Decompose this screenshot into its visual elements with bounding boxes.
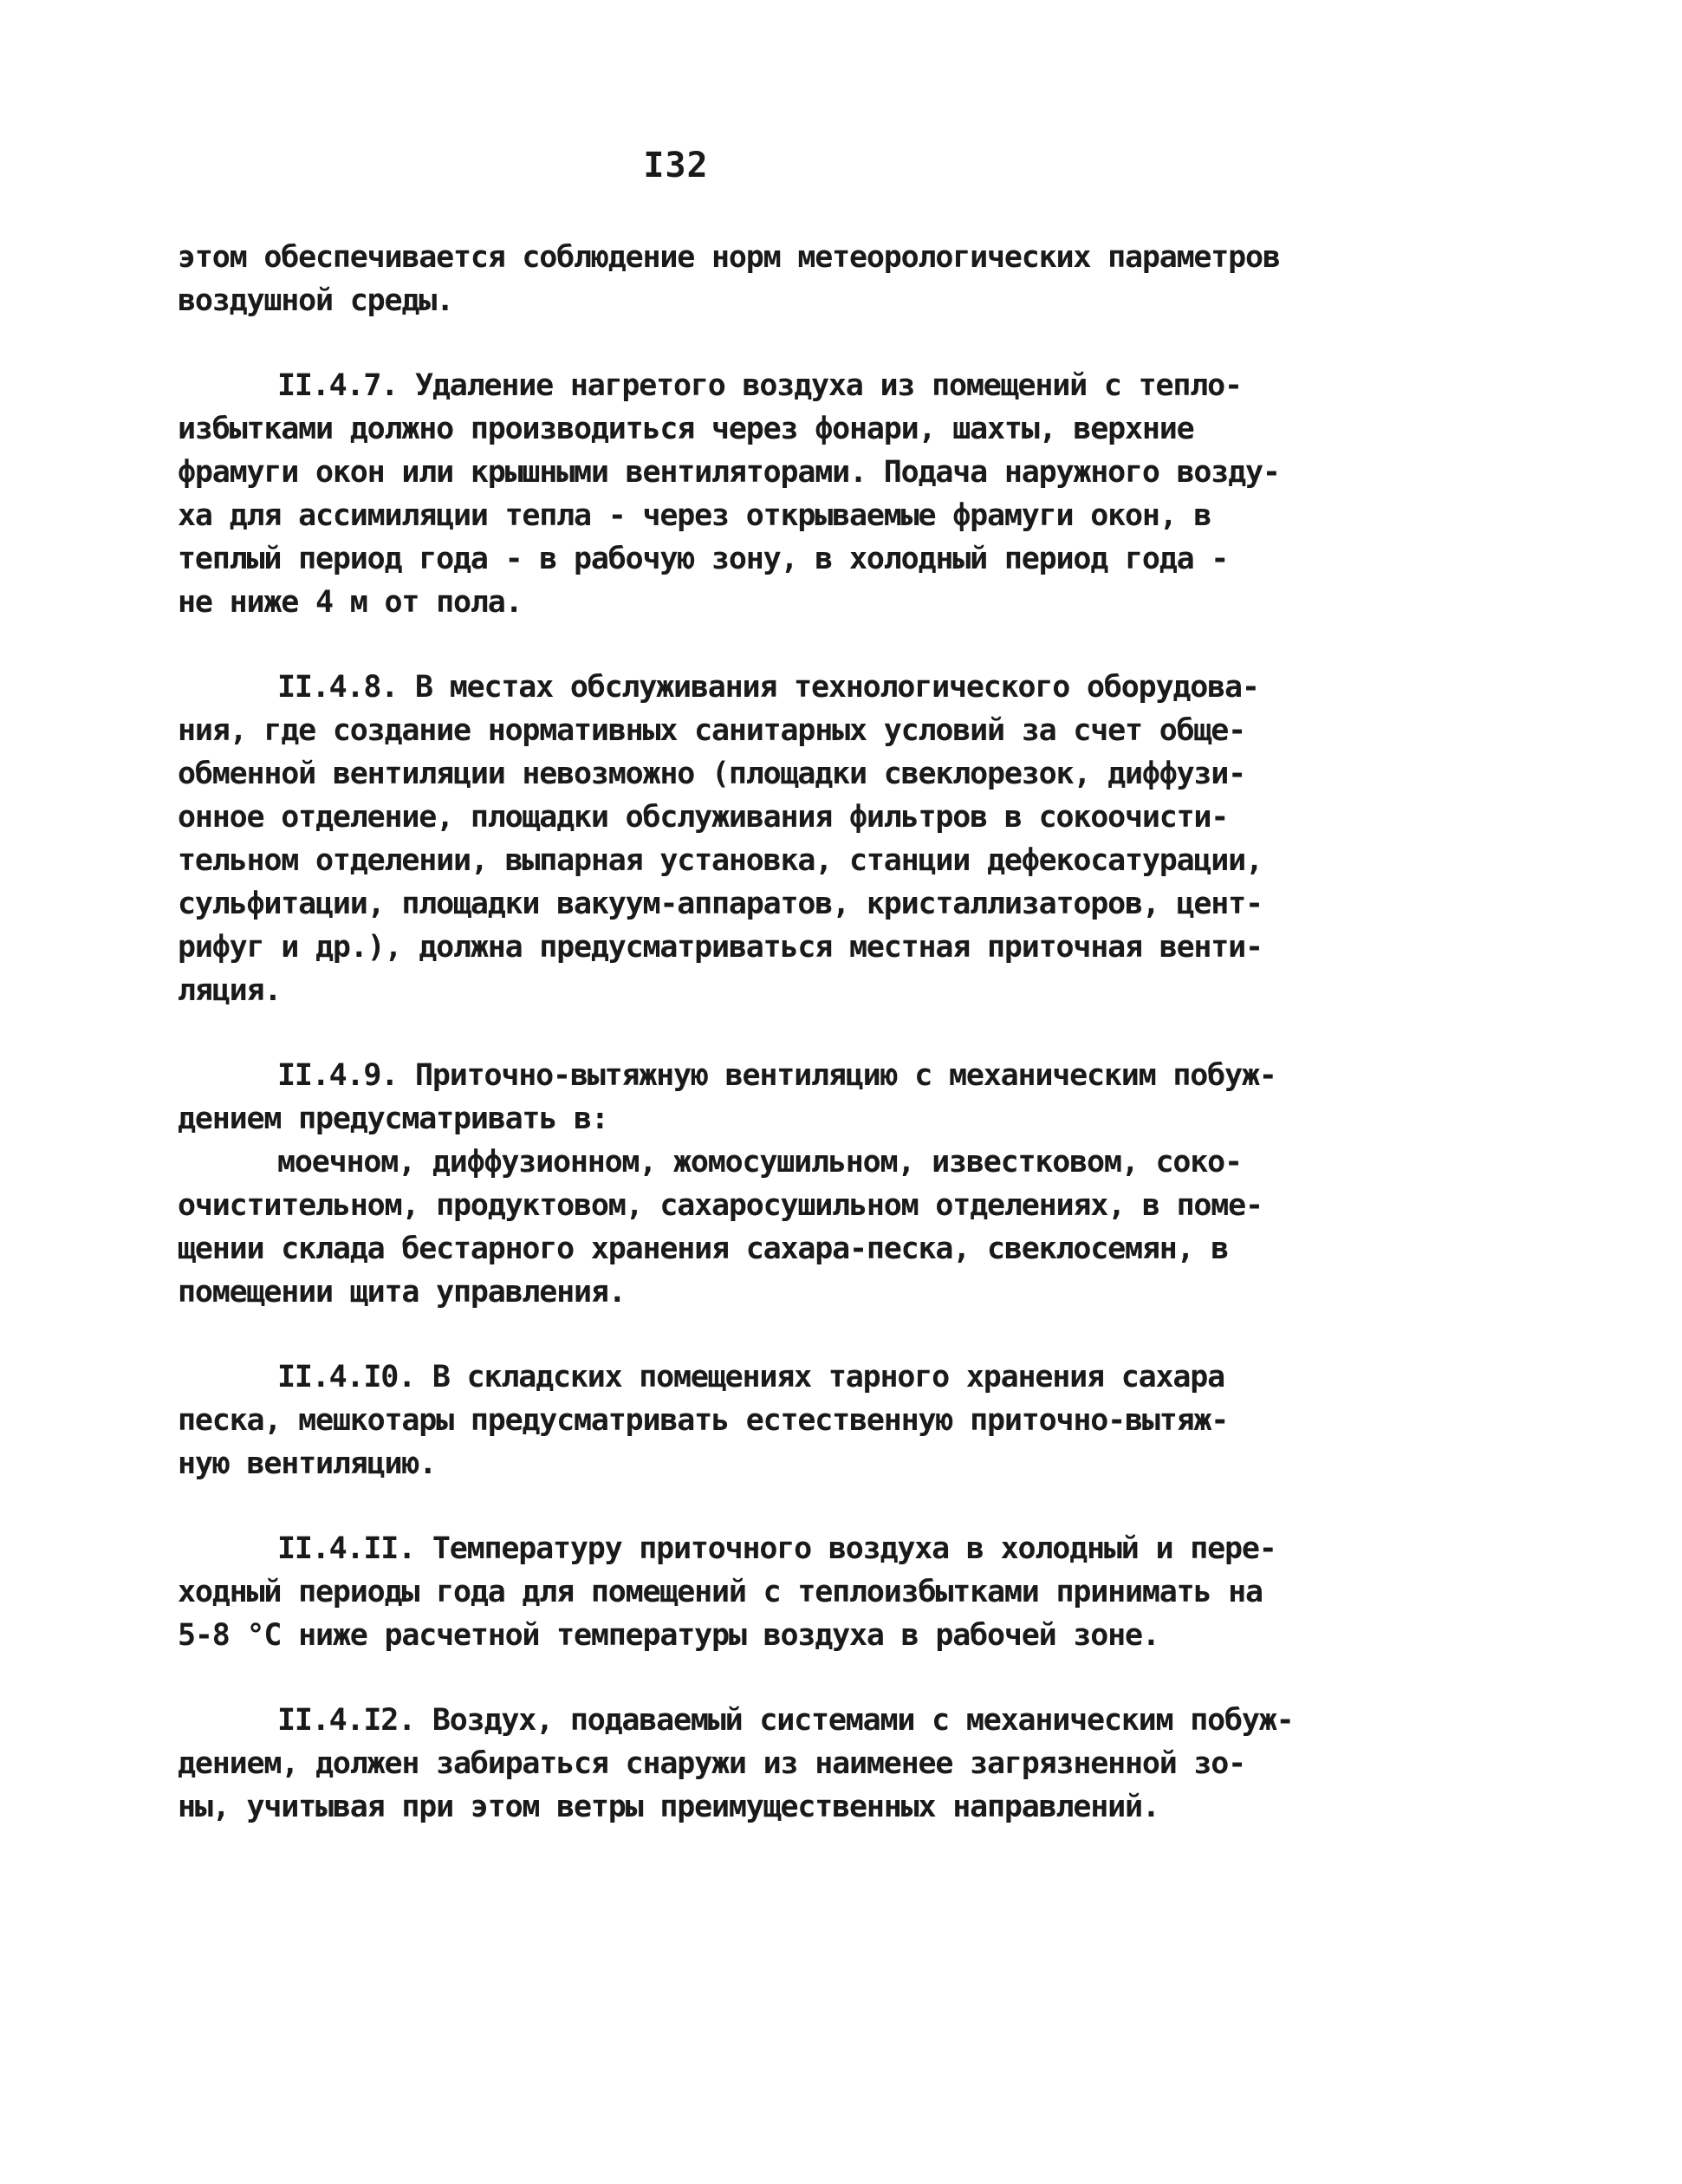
paragraph-11-4-12 bbox=[178, 1699, 1304, 1829]
paragraph-11-4-7 bbox=[178, 364, 1304, 624]
text-line: ходный периоды года для помещений с теплоизбытками принимать на bbox=[178, 1575, 1263, 1609]
paragraph-heading-line: II.4.II. Температуру приточного воздуха в холодный и пере- bbox=[277, 1531, 1276, 1566]
text-line: теплый период года - в рабочую зону, в холодный период года - bbox=[178, 542, 1229, 576]
text-line: моечном, диффузионном, жомосушильном, известковом, соко- bbox=[277, 1145, 1242, 1180]
paragraph-11-4-11 bbox=[178, 1527, 1304, 1657]
text-line: дением предусматривать в: bbox=[178, 1102, 608, 1136]
text-line: воздушной среды. bbox=[178, 283, 453, 318]
paragraph-11-4-9 bbox=[178, 1054, 1304, 1314]
text-line: ную вентиляцию. bbox=[178, 1446, 437, 1481]
text-line: обменной вентиляции невозможно (площадки свеклорезок, диффузи- bbox=[178, 757, 1246, 791]
page-number: I32 bbox=[643, 146, 709, 185]
intro-paragraph bbox=[178, 236, 1304, 322]
text-line: сульфитации, площадки вакуум-аппаратов, кристаллизаторов, цент- bbox=[178, 887, 1263, 921]
text-line: не ниже 4 м от пола. bbox=[178, 585, 523, 620]
text-line: этом обеспечивается соблюдение норм метеорологических параметров bbox=[178, 240, 1280, 275]
text-line: тельном отделении, выпарная установка, станции дефекосатурации, bbox=[178, 843, 1263, 878]
text-line: рифуг и др.), должна предусматриваться местная приточная венти- bbox=[178, 930, 1263, 965]
text-line: избытками должно производиться через фонари, шахты, верхние bbox=[178, 412, 1194, 446]
text-line: очистительном, продуктовом, сахаросушильном отделениях, в поме- bbox=[178, 1188, 1263, 1223]
text-line: ны, учитывая при этом ветры преимущественных направлений. bbox=[178, 1790, 1159, 1824]
paragraph-11-4-10 bbox=[178, 1355, 1304, 1485]
text-line: ха для ассимиляции тепла - через открываемые фрамуги окон, в bbox=[178, 498, 1211, 533]
document-body bbox=[178, 236, 1304, 1829]
paragraph-heading-line: II.4.7. Удаление нагретого воздуха из помещений с тепло- bbox=[277, 368, 1242, 403]
paragraph-heading-line: II.4.9. Приточно-вытяжную вентиляцию с механическим побуж- bbox=[277, 1058, 1276, 1093]
text-line: онное отделение, площадки обслуживания фильтров в сокоочисти- bbox=[178, 800, 1229, 835]
paragraph-11-4-8 bbox=[178, 666, 1304, 1012]
paragraph-heading-line: II.4.8. В местах обслуживания технологического оборудова- bbox=[277, 670, 1259, 705]
text-line: помещении щита управления. bbox=[178, 1275, 626, 1310]
text-line: дением, должен забираться снаружи из наименее загрязненной зо- bbox=[178, 1746, 1246, 1781]
paragraph-heading-line: II.4.I2. Воздух, подаваемый системами с механическим побуж- bbox=[277, 1703, 1294, 1738]
text-line: фрамуги окон или крышными вентиляторами. Подача наружного возду- bbox=[178, 455, 1280, 490]
text-line: щении склада бестарного хранения сахара-песка, свеклосемян, в bbox=[178, 1232, 1229, 1266]
text-line: песка, мешкотары предусматривать естественную приточно-вытяж- bbox=[178, 1403, 1229, 1438]
paragraph-heading-line: II.4.I0. В складских помещениях тарного хранения сахара bbox=[277, 1360, 1224, 1394]
text-line: ния, где создание нормативных санитарных условий за счет обще- bbox=[178, 713, 1246, 748]
text-line: ляция. bbox=[178, 973, 282, 1008]
text-line: 5-8 °С ниже расчетной температуры воздуха в рабочей зоне. bbox=[178, 1618, 1159, 1653]
